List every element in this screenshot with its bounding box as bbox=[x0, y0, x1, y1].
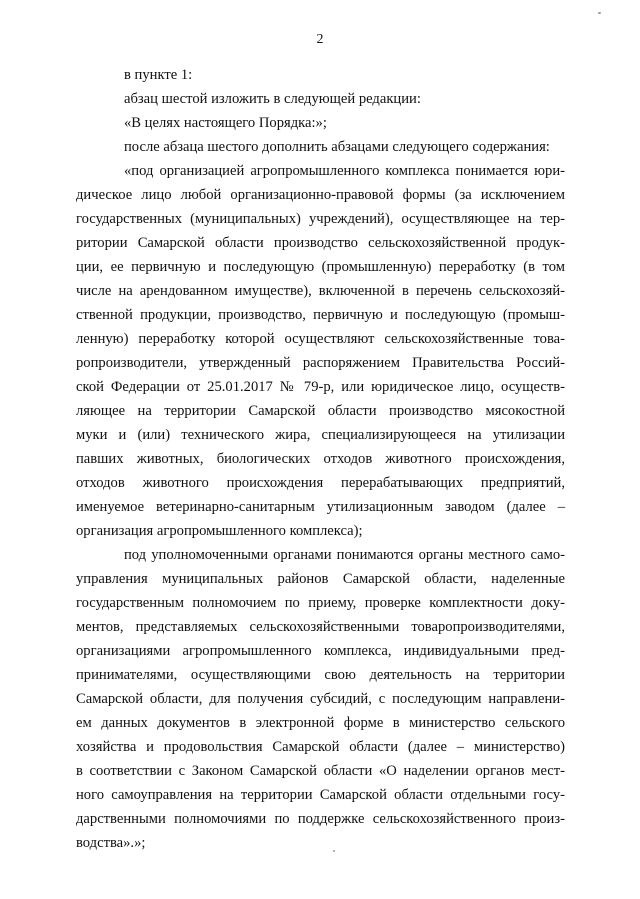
text-line: ской Федерации от 25.01.2017 № 79-р, или юридическое лицо, осуществ- bbox=[76, 379, 565, 395]
text-line: ритории Самарской области производство сельскохозяйственной продук- bbox=[76, 235, 565, 251]
text-line: организациями агропромышленного комплекса, индивидуальными пред- bbox=[76, 643, 565, 659]
scan-speck bbox=[598, 12, 601, 14]
text-line: государственным полномочием по приему, проверке комплектности доку- bbox=[76, 595, 565, 611]
text-line: «под организацией агропромышленного комплекса понимается юри- bbox=[124, 163, 565, 179]
text-line: дарственными полномочиями по поддержке сельскохозяйственного произ- bbox=[76, 811, 565, 827]
text-line: принимателями, осуществляющими свою деятельность на территории bbox=[76, 667, 565, 683]
text-line: хозяйства и продовольствия Самарской области (далее – министерство) bbox=[76, 739, 565, 755]
text-line: Самарской области, для получения субсидий, с последующим направлени- bbox=[76, 691, 565, 707]
text-line: именуемое ветеринарно-санитарным утилизационным заводом (далее – bbox=[76, 499, 565, 515]
text-line: организация агропромышленного комплекса); bbox=[76, 523, 363, 539]
text-line: отходов животного происхождения перерабатывающих предприятий, bbox=[76, 475, 565, 491]
text-line: ропроизводители, утвержденный распоряжением Правительства Россий- bbox=[76, 355, 565, 371]
text-line: числе на арендованном имуществе), включенной в перечень сельскохозяй- bbox=[76, 283, 565, 299]
text-line: ного самоуправления на территории Самарской области отдельными госу- bbox=[76, 787, 565, 803]
text-line: государственных (муниципальных) учреждений), осуществляющее на тер- bbox=[76, 211, 565, 227]
text-line: водства».»; bbox=[76, 835, 146, 851]
text-line: в соответствии с Законом Самарской области «О наделении органов мест- bbox=[76, 763, 565, 779]
text-line: ции, ее первичную и последующую (промышленную) переработку (в том bbox=[76, 259, 565, 275]
text-line: муки и (или) технического жира, специализирующееся на утилизации bbox=[76, 427, 565, 443]
text-line: «В целях настоящего Порядка:»; bbox=[124, 115, 327, 131]
text-line: ем данных документов в электронной форме в министерство сельского bbox=[76, 715, 565, 731]
text-line: абзац шестой изложить в следующей редакции: bbox=[124, 91, 421, 107]
text-line: ственной продукции, производство, первичную и последующую (промыш- bbox=[76, 307, 565, 323]
text-line: ляющее на территории Самарской области производство мясокостной bbox=[76, 403, 565, 419]
text-line: ленную) переработку которой осуществляют сельскохозяйственные това- bbox=[76, 331, 565, 347]
text-line: ментов, представляемых сельскохозяйственными товаропроизводителями, bbox=[76, 619, 565, 635]
text-line: под уполномоченными органами понимаются органы местного само- bbox=[124, 547, 565, 563]
text-line: в пункте 1: bbox=[124, 67, 193, 83]
text-line: дическое лицо любой организационно-правовой формы (за исключением bbox=[76, 187, 565, 203]
text-line: управления муниципальных районов Самарской области, наделенные bbox=[76, 571, 565, 587]
text-line: после абзаца шестого дополнить абзацами следующего содержания: bbox=[124, 139, 550, 155]
page-number: 2 bbox=[316, 32, 324, 47]
text-line: павших животных, биологических отходов животного происхождения, bbox=[76, 451, 565, 467]
